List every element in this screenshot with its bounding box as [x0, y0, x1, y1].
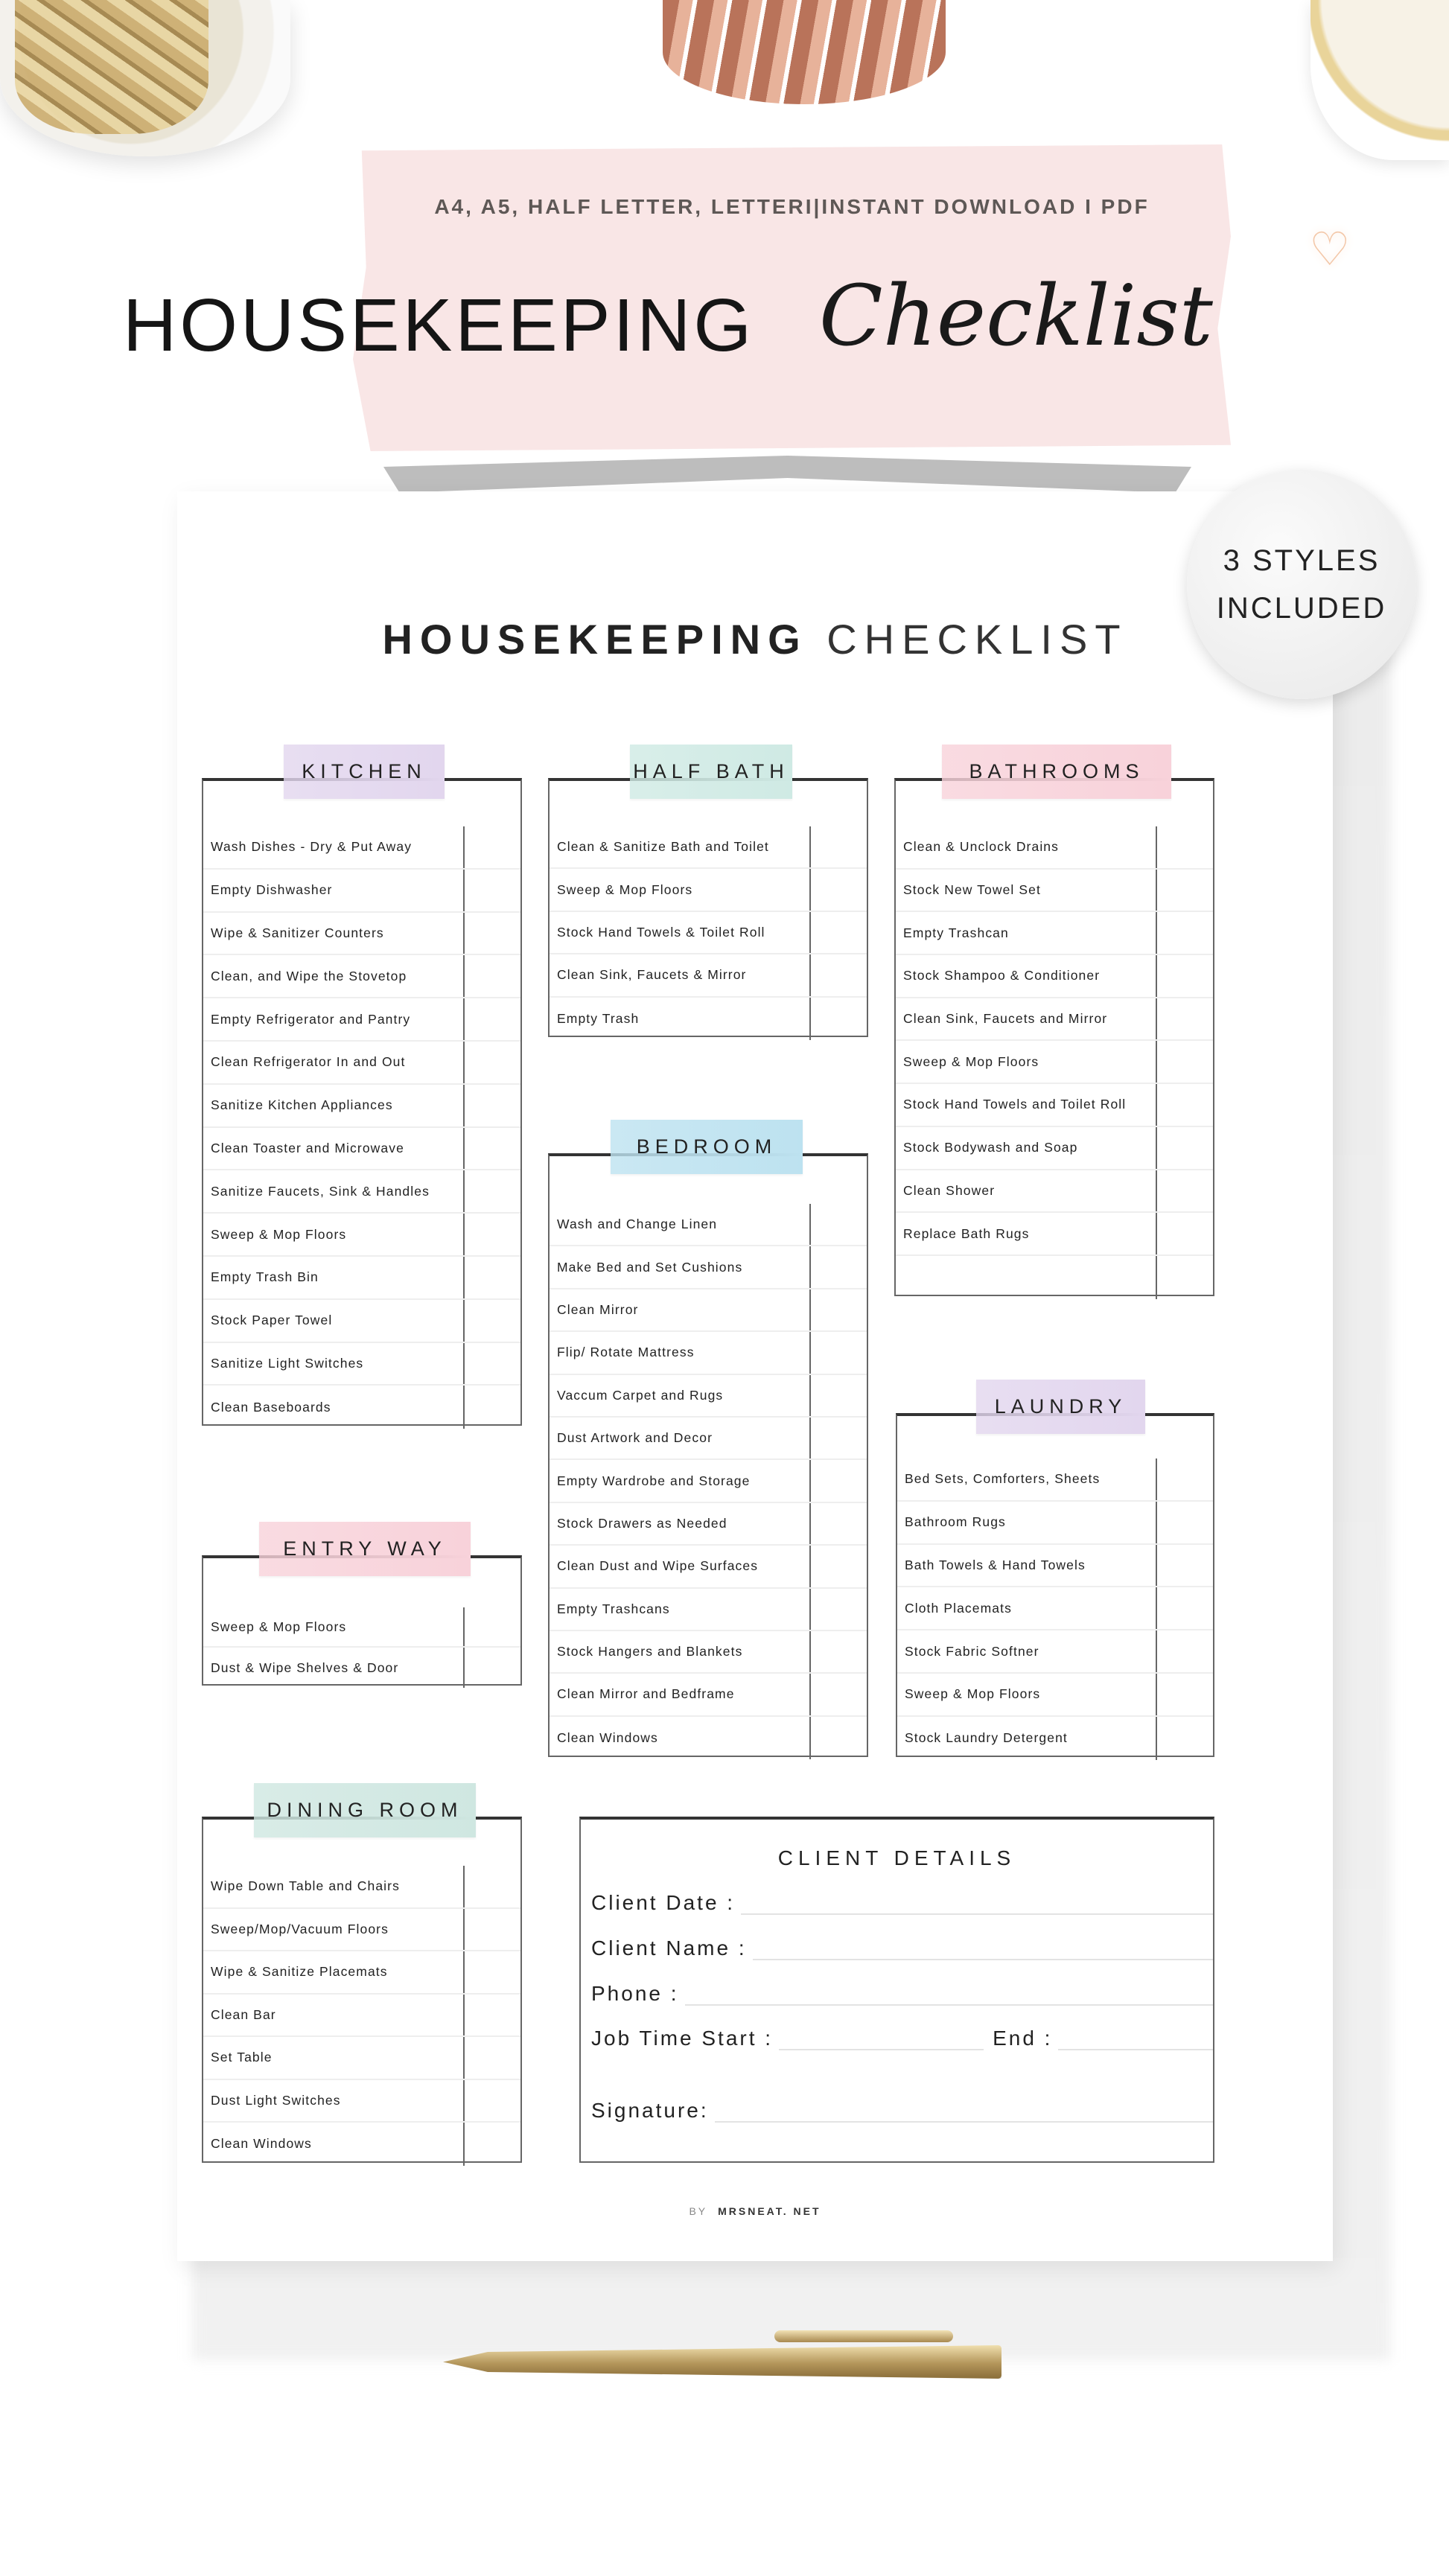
task-checkbox[interactable]: [1156, 912, 1213, 954]
task-label: Clean Toaster and Microwave: [211, 1140, 404, 1155]
checklist-row: [897, 1674, 1213, 1717]
task-label: Clean Windows: [211, 2136, 312, 2152]
checklist-row: [203, 1866, 520, 1909]
bathrooms-label: BATHROOMS: [942, 745, 1171, 799]
checklist-row: [896, 1256, 1213, 1299]
checklist-row: [203, 1257, 520, 1300]
footer-by: BY: [689, 2205, 708, 2217]
task-checkbox[interactable]: [1156, 1587, 1213, 1629]
bedroom-label: BEDROOM: [611, 1120, 803, 1174]
checklist-row: [896, 826, 1213, 870]
checklist-row: [550, 1460, 867, 1502]
checklist-row: [550, 998, 867, 1040]
task-checkbox[interactable]: [1156, 1127, 1213, 1169]
checklist-row: [550, 826, 867, 869]
task-label: Clean Sink, Faucets & Mirror: [557, 967, 747, 983]
checklist-row: [203, 1648, 520, 1688]
task-checkbox[interactable]: [463, 1214, 520, 1255]
checklist-row: [550, 912, 867, 954]
task-label: Stock Fabric Softner: [905, 1643, 1039, 1659]
checklist-row: [897, 1717, 1213, 1760]
hero-title: HOUSEKEEPING: [123, 284, 755, 367]
half-bath-label: HALF BATH: [630, 745, 792, 799]
task-checkbox[interactable]: [809, 869, 867, 910]
checklist-row: [550, 1246, 867, 1289]
task-label: Wipe & Sanitizer Counters: [211, 925, 384, 940]
task-checkbox[interactable]: [463, 826, 520, 868]
task-label: Wash Dishes - Dry & Put Away: [211, 839, 413, 855]
task-label: Empty Refrigerator and Pantry: [211, 1011, 411, 1027]
checklist-rows: [550, 826, 867, 1040]
heart-icon: ♡: [1309, 224, 1351, 275]
task-checkbox[interactable]: [1156, 1213, 1213, 1254]
checklist-row: [203, 955, 520, 998]
checklist-row: [896, 1213, 1213, 1256]
task-label: Make Bed and Set Cushions: [557, 1259, 743, 1275]
task-checkbox[interactable]: [1156, 1717, 1213, 1760]
task-label: Clean Dust and Wipe Surfaces: [557, 1558, 759, 1574]
task-label: Empty Trash Bin: [211, 1269, 319, 1285]
task-label: Wash and Change Linen: [557, 1217, 718, 1232]
task-checkbox[interactable]: [463, 1951, 520, 1993]
task-checkbox[interactable]: [463, 1607, 520, 1646]
task-checkbox[interactable]: [1156, 1458, 1213, 1500]
task-checkbox[interactable]: [809, 1204, 867, 1245]
checklist-row: [550, 954, 867, 997]
checklist-row: [550, 869, 867, 911]
task-checkbox[interactable]: [463, 1866, 520, 1907]
task-label: Stock Laundry Detergent: [905, 1730, 1068, 1746]
signature-label: Signature:: [591, 2099, 709, 2122]
checklist-row: [203, 826, 520, 870]
checklist-row: [203, 1042, 520, 1085]
task-label: Stock Drawers as Needed: [557, 1515, 727, 1531]
task-label: Stock New Towel Set: [903, 882, 1041, 898]
task-label: Vaccum Carpet and Rugs: [557, 1387, 724, 1403]
phone-label: Phone :: [591, 1982, 679, 2005]
checklist-row: [203, 998, 520, 1042]
task-checkbox[interactable]: [463, 1386, 520, 1429]
styles-badge: [1187, 470, 1416, 699]
footer-site: MRSNEAT. NET: [718, 2205, 821, 2217]
task-checkbox[interactable]: [463, 998, 520, 1040]
task-checkbox[interactable]: [1156, 998, 1213, 1040]
checklist-row: [897, 1502, 1213, 1545]
task-checkbox[interactable]: [809, 1332, 867, 1373]
task-checkbox[interactable]: [1156, 1041, 1213, 1083]
task-checkbox[interactable]: [463, 2037, 520, 2079]
checklist-row: [203, 1085, 520, 1128]
task-label: Dust Light Switches: [211, 2092, 341, 2108]
task-checkbox[interactable]: [1156, 1170, 1213, 1212]
task-checkbox[interactable]: [809, 1418, 867, 1458]
bathrooms-checklist: [894, 760, 1214, 1296]
task-label: Bathroom Rugs: [905, 1514, 1006, 1530]
task-checkbox[interactable]: [1156, 1674, 1213, 1715]
task-label: Clean Mirror and Bedframe: [557, 1686, 735, 1702]
client-name-line[interactable]: [753, 1959, 1213, 1960]
task-checkbox[interactable]: [1156, 1256, 1213, 1299]
task-checkbox[interactable]: [809, 1460, 867, 1501]
job-time-field[interactable]: [591, 2027, 1213, 2050]
task-checkbox[interactable]: [809, 1246, 867, 1287]
task-label: Empty Trashcans: [557, 1601, 670, 1616]
checklist-row: [203, 1343, 520, 1386]
footer-credit: [177, 2205, 1333, 2217]
client-details-title: CLIENT DETAILS: [777, 1846, 1016, 1869]
checklist-row: [896, 1127, 1213, 1170]
gold-plate-decoration: [1311, 0, 1449, 160]
gold-binder-clips-decoration: [15, 0, 208, 134]
checklist-row: [550, 1332, 867, 1374]
task-label: Flip/ Rotate Mattress: [557, 1345, 695, 1360]
task-label: Empty Trashcan: [903, 925, 1009, 940]
page-title-light: CHECKLIST: [827, 616, 1128, 663]
task-checkbox[interactable]: [809, 1589, 867, 1630]
client-name-label: Client Name :: [591, 1936, 747, 1960]
checklist-row: [203, 2037, 520, 2080]
task-checkbox[interactable]: [809, 954, 867, 995]
checklist-row: [896, 1170, 1213, 1214]
badge-line-2: INCLUDED: [1216, 592, 1387, 625]
checklist-row: [896, 1084, 1213, 1127]
checklist-rows: [203, 1866, 520, 2166]
task-label: Clean & Sanitize Bath and Toilet: [557, 839, 769, 855]
job-start-label: Job Time Start :: [591, 2027, 774, 2050]
client-date-label: Client Date :: [591, 1891, 736, 1914]
task-checkbox[interactable]: [809, 1674, 867, 1715]
task-checkbox[interactable]: [809, 1717, 867, 1759]
task-label: Sanitize Faucets, Sink & Handles: [211, 1183, 430, 1199]
task-label: Empty Wardrobe and Storage: [557, 1473, 751, 1488]
task-checkbox[interactable]: [809, 1375, 867, 1416]
checklist-row: [203, 1909, 520, 1952]
task-label: Clean Windows: [557, 1729, 658, 1745]
phone-field[interactable]: [591, 1982, 1213, 2006]
task-checkbox[interactable]: [463, 1257, 520, 1298]
monstera-leaf-decoration: [663, 0, 946, 104]
checklist-row: [550, 1631, 867, 1674]
task-label: Clean & Unclock Drains: [903, 839, 1059, 855]
checklist-row: [550, 1418, 867, 1460]
signature-field[interactable]: [591, 2099, 1213, 2123]
checklist-row: [896, 955, 1213, 998]
task-label: Clean, and Wipe the Stovetop: [211, 968, 407, 983]
task-label: Sweep & Mop Floors: [903, 1053, 1039, 1069]
task-checkbox[interactable]: [809, 1503, 867, 1544]
checklist-row: [203, 913, 520, 956]
task-label: Sweep & Mop Floors: [211, 1619, 347, 1634]
task-label: Wipe & Sanitize Placemats: [211, 1964, 388, 1980]
task-label: Clean Bar: [211, 2006, 276, 2022]
task-label: Sweep & Mop Floors: [557, 881, 693, 897]
checklist-row: [203, 1170, 520, 1214]
job-start-line[interactable]: [779, 2049, 984, 2050]
checklist-row: [203, 2080, 520, 2123]
task-checkbox[interactable]: [809, 912, 867, 953]
checklist-row: [550, 1717, 867, 1759]
client-date-line[interactable]: [741, 1913, 1213, 1915]
checklist-row: [896, 1041, 1213, 1084]
entry-way-label: ENTRY WAY: [259, 1522, 471, 1576]
task-checkbox[interactable]: [1156, 1502, 1213, 1543]
task-checkbox[interactable]: [1156, 870, 1213, 911]
page-title: [177, 615, 1333, 663]
checklist-rows: [896, 826, 1213, 1299]
task-checkbox[interactable]: [463, 1300, 520, 1342]
laundry-label: LAUNDRY: [976, 1380, 1145, 1434]
task-label: Stock Hand Towels & Toilet Roll: [557, 924, 765, 940]
task-label: Stock Hangers and Blankets: [557, 1644, 743, 1660]
task-checkbox[interactable]: [463, 1085, 520, 1126]
pen-clip-decoration: [774, 2330, 953, 2342]
signature-line[interactable]: [715, 2121, 1213, 2123]
client-details-box: [579, 1817, 1214, 2163]
format-subtitle: A4, A5, HALF LETTER, LETTERI|INSTANT DOWNLOAD I PDF: [434, 195, 1150, 218]
task-checkbox[interactable]: [809, 1546, 867, 1587]
task-label: Empty Trash: [557, 1010, 640, 1026]
task-checkbox[interactable]: [463, 1995, 520, 2036]
task-label: Clean Mirror: [557, 1301, 639, 1317]
checklist-row: [550, 1204, 867, 1246]
task-label: Clean Refrigerator In and Out: [211, 1054, 406, 1070]
checklist-row: [550, 1546, 867, 1588]
checklist-row: [897, 1458, 1213, 1502]
task-checkbox[interactable]: [809, 826, 867, 867]
task-label: Sweep & Mop Floors: [211, 1226, 347, 1242]
task-checkbox[interactable]: [463, 870, 520, 911]
half-bath-checklist: [548, 760, 868, 1037]
checklist-row: [203, 1386, 520, 1429]
task-checkbox[interactable]: [463, 913, 520, 954]
task-label: Wipe Down Table and Chairs: [211, 1878, 400, 1894]
task-checkbox[interactable]: [1156, 1630, 1213, 1672]
checklist-rows: [203, 1607, 520, 1688]
task-label: Sanitize Light Switches: [211, 1355, 364, 1371]
checklist-row: [897, 1545, 1213, 1588]
task-label: Clean Sink, Faucets and Mirror: [903, 1011, 1108, 1027]
checklist-row: [896, 998, 1213, 1042]
task-label: Set Table: [211, 2050, 273, 2065]
checklist-row: [203, 1607, 520, 1648]
task-label: Dust Artwork and Decor: [557, 1430, 713, 1446]
task-label: Stock Hand Towels and Toilet Roll: [903, 1097, 1127, 1112]
checklist-row: [897, 1630, 1213, 1674]
kitchen-checklist: [202, 760, 522, 1426]
checklist-row: [550, 1503, 867, 1546]
task-checkbox[interactable]: [463, 1909, 520, 1951]
task-checkbox[interactable]: [809, 1631, 867, 1672]
task-checkbox[interactable]: [1156, 1545, 1213, 1587]
banner-shadow: [383, 456, 1191, 493]
checklist-rows: [550, 1204, 867, 1759]
task-label: Empty Dishwasher: [211, 882, 333, 898]
checklist-row: [203, 1214, 520, 1257]
task-checkbox[interactable]: [463, 2123, 520, 2166]
task-label: Bath Towels & Hand Towels: [905, 1557, 1086, 1572]
checklist-row: [550, 1589, 867, 1631]
checklist-row: [550, 1289, 867, 1332]
task-checkbox[interactable]: [809, 998, 867, 1040]
phone-line[interactable]: [685, 2004, 1213, 2006]
task-checkbox[interactable]: [463, 1170, 520, 1212]
job-end-label: End :: [993, 2027, 1053, 2050]
kitchen-label: KITCHEN: [284, 745, 445, 799]
checklist-row: [203, 1951, 520, 1995]
checklist-row: [203, 1128, 520, 1171]
task-checkbox[interactable]: [1156, 955, 1213, 997]
task-label: Sweep/Mop/Vacuum Floors: [211, 1921, 389, 1936]
badge-line-1: 3 STYLES: [1223, 544, 1380, 577]
task-label: Dust & Wipe Shelves & Door: [211, 1660, 399, 1675]
checklist-row: [203, 1995, 520, 2038]
task-label: Clean Shower: [903, 1182, 996, 1198]
client-date-field[interactable]: [591, 1891, 1213, 1915]
checklist-row: [203, 1300, 520, 1343]
checklist-rows: [897, 1458, 1213, 1760]
checklist-row: [203, 2123, 520, 2166]
task-checkbox[interactable]: [809, 1289, 867, 1330]
task-label: Stock Bodywash and Soap: [903, 1140, 1078, 1155]
job-end-line[interactable]: [1058, 2049, 1213, 2050]
checklist-row: [896, 870, 1213, 913]
hero-script-title: Checklist: [819, 268, 1213, 365]
task-checkbox[interactable]: [463, 955, 520, 997]
task-label: Stock Shampoo & Conditioner: [903, 968, 1101, 983]
task-label: Sanitize Kitchen Appliances: [211, 1097, 393, 1113]
client-name-field[interactable]: [591, 1936, 1213, 1960]
task-label: Replace Bath Rugs: [903, 1225, 1030, 1241]
task-checkbox[interactable]: [463, 1343, 520, 1385]
task-checkbox[interactable]: [1156, 826, 1213, 868]
checklist-row: [897, 1587, 1213, 1630]
task-label: Bed Sets, Comforters, Sheets: [905, 1471, 1101, 1487]
laundry-checklist: [896, 1395, 1214, 1757]
task-checkbox[interactable]: [463, 2080, 520, 2122]
task-checkbox[interactable]: [1156, 1084, 1213, 1126]
task-label: Cloth Placemats: [905, 1600, 1012, 1616]
task-checkbox[interactable]: [463, 1042, 520, 1083]
dining-room-checklist: [202, 1799, 522, 2163]
task-label: Clean Baseboards: [211, 1399, 331, 1415]
checklist-row: [550, 1375, 867, 1418]
checklist-row: [896, 912, 1213, 955]
task-checkbox[interactable]: [463, 1648, 520, 1688]
page-title-bold: HOUSEKEEPING: [382, 616, 808, 663]
task-label: Stock Paper Towel: [211, 1313, 333, 1328]
entry-way-checklist: [202, 1537, 522, 1686]
task-checkbox[interactable]: [463, 1128, 520, 1170]
checklist-row: [203, 870, 520, 913]
task-label: Sweep & Mop Floors: [905, 1686, 1041, 1702]
bedroom-checklist: [548, 1135, 868, 1757]
checklist-row: [550, 1674, 867, 1716]
dining-room-label: DINING ROOM: [254, 1783, 476, 1837]
checklist-rows: [203, 826, 520, 1429]
